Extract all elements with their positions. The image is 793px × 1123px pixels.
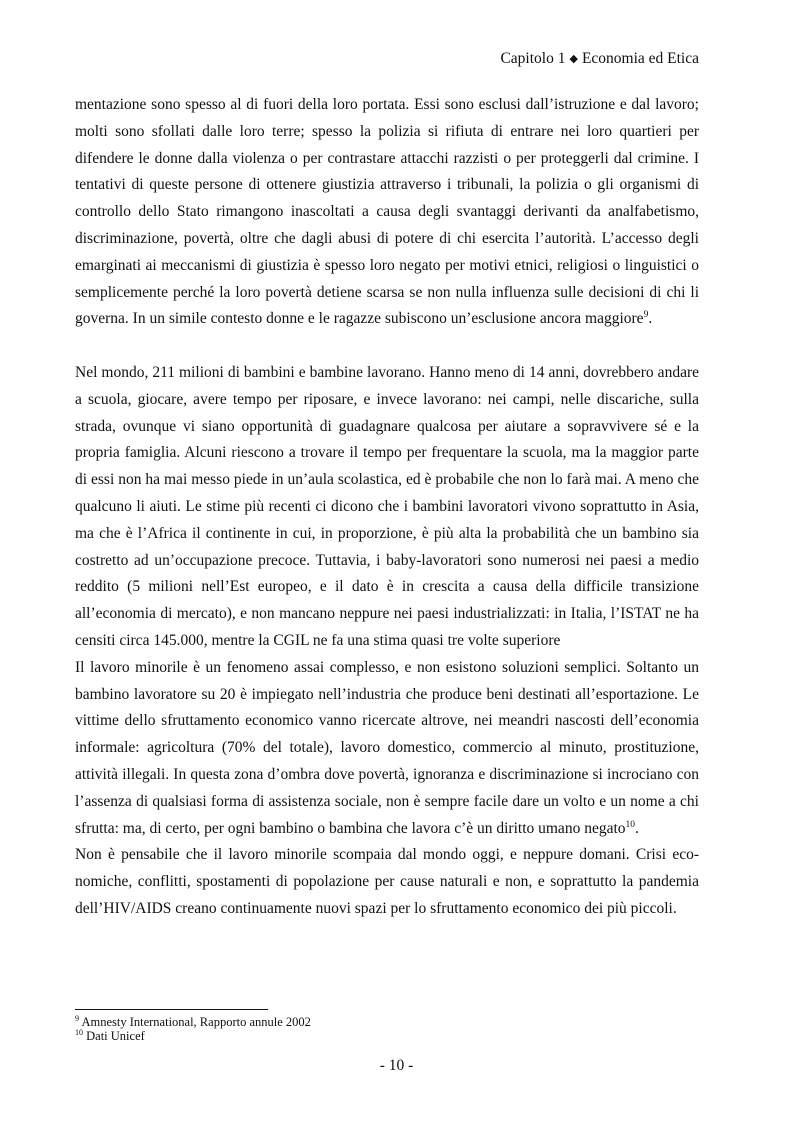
paragraph-1-end: . [648, 310, 653, 328]
footnote-9 [75, 1015, 699, 1029]
diamond-separator-icon: ◆ [569, 53, 578, 65]
paragraph-3-text: Il lavoro minorile è un fenomeno assai complesso, e non esistono soluzioni semplici. Soltanto un bambino lavoratore su 20 è impiegato nell’industria che produce beni destinati all’esportazione. Le vittime dello sfruttamento economico vanno ricercate altrove, nei meandri nascosti dell’economia informale: agricoltura (70% del totale), lavoro domestico, commercio al minuto, prostituzione, attività illegali. In questa zona d’ombra dove povertà, ignoranza e discriminazione si incrociano con l’assenza di qualsiasi forma di assistenza sociale, non è sempre facile dare un volto e un nome a chi sfrutta: ma, di certo, per ogni bambino o bambina che lavora c’è un diritto umano negato [75, 658, 699, 837]
chapter-label: Capitolo 1 [500, 50, 566, 67]
footnotes [75, 1015, 699, 1043]
running-header [500, 50, 699, 68]
page-number: - 10 - [379, 1057, 414, 1074]
footnote-10 [75, 1029, 699, 1043]
paragraph-4-text: Non è pensabile che il lavoro minorile scompaia dal mondo oggi, e neppure domani. Crisi economiche, conflitti, spostamenti di popolazione per cause naturali e non, e soprattutto la pandemia dell’HIV/AIDS creano continuamente nuovi spazi per lo sfruttamento economico dei più piccoli. [75, 846, 699, 917]
paragraph-3 [75, 655, 699, 843]
paragraph-2 [75, 360, 699, 655]
paragraph-4 [75, 842, 699, 922]
paragraph-3-end: . [635, 819, 639, 837]
main-text [75, 92, 699, 923]
footnote-number: 9 [75, 1014, 79, 1023]
chapter-title: Economia ed Etica [581, 50, 699, 67]
footnote-divider [75, 1009, 268, 1010]
footnote-text: Dati Unicef [86, 1029, 145, 1043]
paragraph-1-text: mentazione sono spesso al di fuori della loro portata. Essi sono esclusi dall’istruzione e dal lavoro; molti sono sfollati dalle loro terre; spesso la polizia si rifiuta di entrare nei loro quartieri per difendere le donne dalla violenza o per contrastare attacchi razzisti o per proteggerli dal crimine. I tentativi di queste persone di ottenere giustizia attraverso i tribunali, la polizia o gli organismi di controllo dello Stato rimangono inascoltati a causa degli svantaggi derivanti da analfabetismo, discriminazione, povertà, oltre che dagli abusi di potere di chi esercita l’autorità. L’accesso degli emarginati ai meccanismi di giustizia è spesso loro negato per motivi etnici, religiosi o linguistici o semplicemente perché la loro povertà detiene scarsa se non nulla influenza sulle decisioni di chi li governa. In un simile contesto donne e le ragazze subiscono un’esclusione ancora maggiore [75, 96, 699, 328]
paragraph-1 [75, 92, 699, 333]
footnote-number: 10 [75, 1028, 83, 1037]
footnote-ref-10: 10 [625, 819, 636, 830]
paragraph-2-text: Nel mondo, 211 milioni di bambini e bambine lavorano. Hanno meno di 14 anni, dovrebbero andare a scuola, giocare, avere tempo per riposare, e invece lavorano: nei campi, nelle discariche, sulla strada, ovunque vi siano opportunità di guadagnare qualcosa per aiutare a sopravvivere sé e la propria famiglia. Alcuni riescono a trovare il tempo per frequentare la scuola, ma la maggior parte di essi non ha mai messo piede in un’aula scolastica, ed è probabile che non lo farà mai. A meno che qualcuno li aiuti. Le stime più recenti ci dicono che i bambini lavoratori vivono soprattutto in Asia, ma che è l’Africa il continente in cui, in proporzione, è più alta la probabilità che un bambino sia costretto ad un’occupazione precoce. Tuttavia, i baby-lavoratori sono numerosi nei paesi a medio reddito (5 milioni nell’Est europeo, e il dato è in crescita a causa della difficile transizione all’economia di mercato), e non mancano neppure nei paesi industrializzati: in Italia, l’ISTAT ne ha censiti circa 145.000, mentre la CGIL ne fa una stima quasi tre volte superiore [75, 363, 699, 649]
footnote-text: Amnesty International, Rapporto annule 2002 [81, 1015, 311, 1029]
footnote-ref-9: 9 [643, 310, 649, 321]
